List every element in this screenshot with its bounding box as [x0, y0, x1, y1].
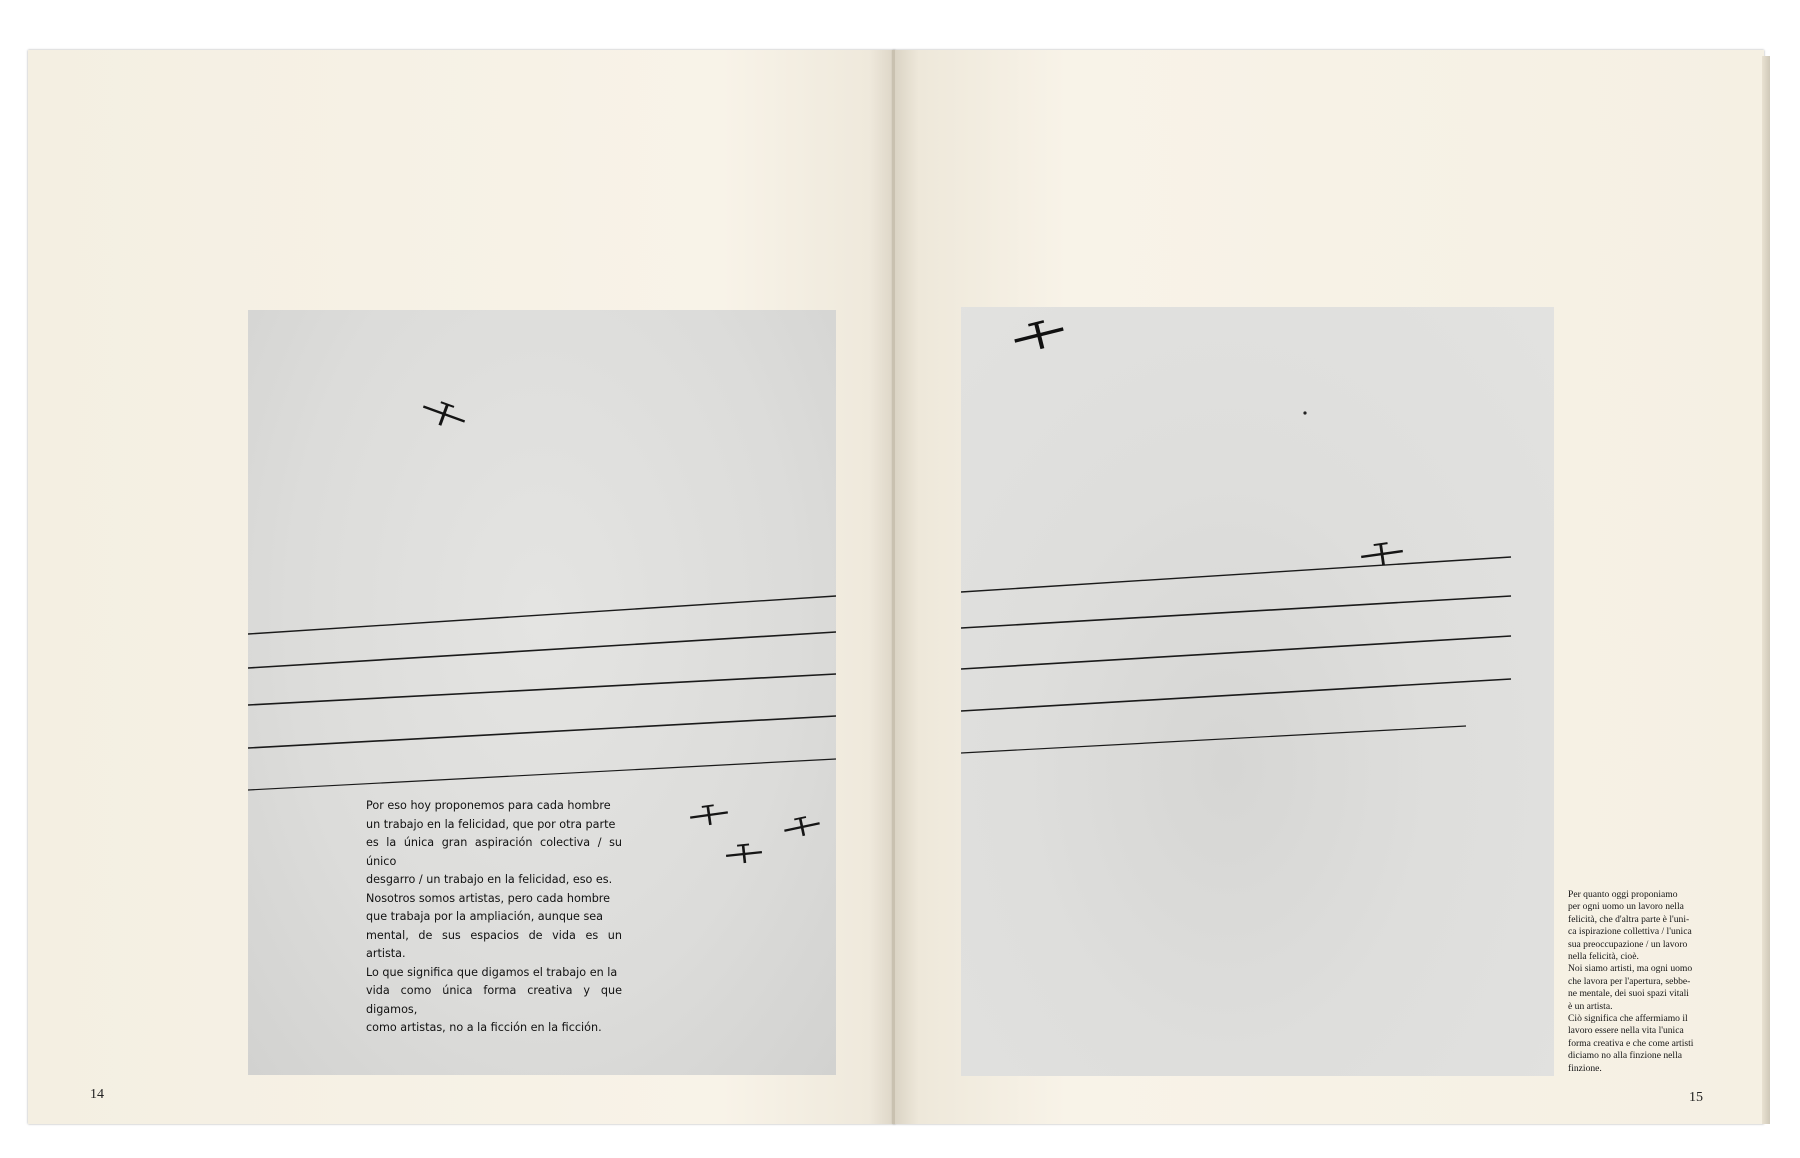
airplane-icon	[689, 803, 729, 827]
caption-line: vida como única forma creativa y que digamos,	[366, 984, 622, 1016]
airplane-icon	[783, 814, 822, 839]
airplane-icon	[1012, 317, 1067, 354]
caption-line: nella felicità, cioè.	[1568, 951, 1639, 963]
caption-line: Por eso hoy proponemos para cada hombre	[366, 799, 611, 812]
caption-line: Noi siamo artisti, ma ogni uomo	[1568, 963, 1693, 975]
caption-line: Nosotros somos artistas, pero cada hombre	[366, 891, 611, 905]
caption-line: mental, de sus espacios de vida es un artista.	[366, 928, 622, 960]
caption-line: è un artista.	[1568, 1000, 1613, 1012]
caption-line: Per quanto oggi proponiamo	[1568, 889, 1678, 900]
caption-line: como artistas, no a la ficción en la ficción.	[366, 1021, 602, 1034]
caption-line: diciamo no alla finzione nella	[1568, 1050, 1683, 1062]
caption-line: sua preoccupazione / un lavoro	[1568, 938, 1688, 950]
page-number-right: 15	[1689, 1090, 1703, 1105]
spine-fold	[892, 50, 895, 1124]
caption-line: un trabajo en la felicidad, que por otra parte	[366, 817, 616, 831]
caption-line: che lavora per l'apertura, sebbe-	[1568, 975, 1691, 987]
power-lines-left	[248, 596, 836, 790]
caption-line: desgarro / un trabajo en la felicidad, eso es.	[366, 873, 613, 886]
spanish-caption	[366, 797, 622, 1038]
caption-line: lavoro essere nella vita l'unica	[1568, 1025, 1684, 1037]
caption-line: ca ispirazione collettiva / l'unica	[1568, 926, 1692, 938]
page-number-left: 14	[90, 1087, 104, 1102]
caption-line: que trabaja por la ampliación, aunque sea	[366, 910, 604, 923]
airplane-icon	[725, 843, 763, 865]
page-edge	[1762, 56, 1770, 1124]
caption-line: es la única gran aspiración colectiva / su único	[366, 836, 622, 868]
caption-line: Lo que significa que digamos el trabajo en la	[366, 965, 618, 979]
right-photo-sky-power-lines	[961, 307, 1554, 1076]
caption-line: per ogni uomo un lavoro nella	[1568, 901, 1684, 913]
caption-line: felicità, che d'altra parte è l'uni-	[1568, 913, 1690, 925]
bird-speck	[1303, 411, 1306, 414]
caption-line: finzione.	[1568, 1062, 1602, 1074]
caption-line: ne mentale, dei suoi spazi vitali	[1568, 988, 1689, 1000]
power-lines-right	[961, 557, 1511, 753]
caption-line: Ciò significa che affermiamo il	[1568, 1013, 1688, 1025]
airplane-icon	[419, 397, 468, 433]
caption-line: forma creativa e che come artisti	[1568, 1037, 1694, 1049]
italian-caption	[1568, 889, 1707, 1075]
